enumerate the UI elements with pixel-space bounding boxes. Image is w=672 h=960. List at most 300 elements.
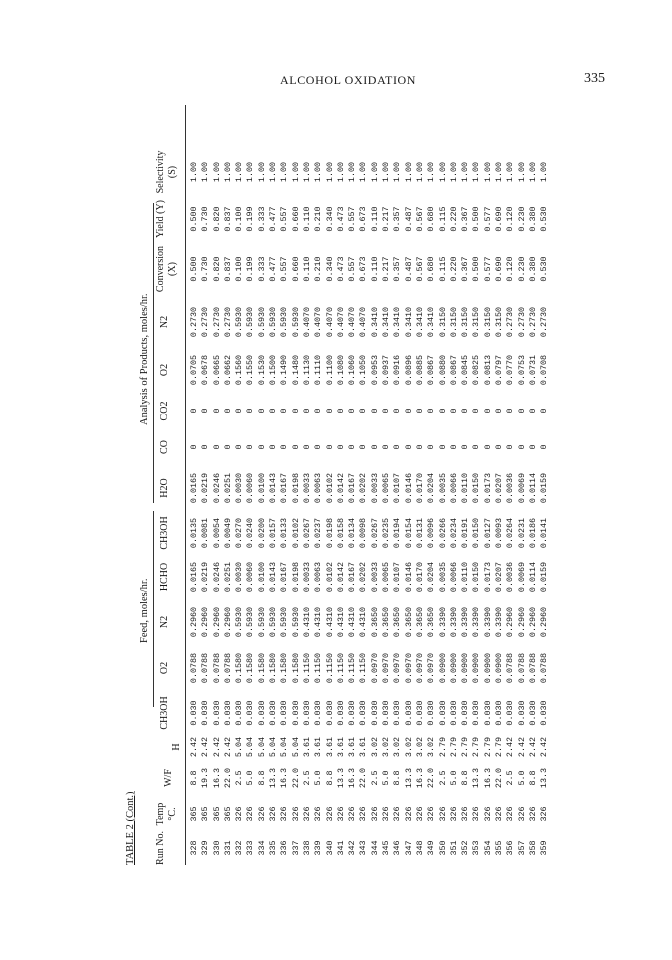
- table-cell: 0.3390: [460, 606, 471, 638]
- table-cell: 0.030: [268, 700, 279, 726]
- table-cell: 1.00: [335, 161, 346, 183]
- table-cell: 0.1560: [234, 354, 245, 386]
- table-cell: 0.0200: [256, 517, 267, 549]
- table-cell: 326: [426, 806, 437, 822]
- table-cell: 0.3150: [494, 306, 505, 338]
- table-row: [505, 105, 516, 865]
- table-cell: 326: [358, 806, 369, 822]
- table-cell: 0.367: [460, 206, 471, 232]
- table-cell: 0.660: [290, 206, 301, 232]
- table-cell: 0.0060: [245, 472, 256, 504]
- table-cell: 0.0033: [369, 472, 380, 504]
- table-cell: 0.0970: [414, 652, 425, 684]
- table-cell: 0.673: [358, 206, 369, 232]
- table-cell: 0.0246: [211, 472, 222, 504]
- table-cell: 1.00: [234, 161, 245, 183]
- table-cell: 0.5930: [268, 306, 279, 338]
- table-cell: 0.0066: [448, 472, 459, 504]
- table-cell: 3.61: [335, 736, 346, 758]
- table-cell: 0.0885: [414, 354, 425, 386]
- table-cell: 0.0204: [426, 561, 437, 593]
- table-cell: 0: [392, 444, 403, 450]
- table-cell: 0.0133: [279, 517, 290, 549]
- table-cell: 3.61: [358, 736, 369, 758]
- table-cell: 326: [505, 806, 516, 822]
- table-cell: 5.0: [245, 770, 256, 786]
- column-header: O2: [159, 661, 170, 675]
- table-cell: 0.1150: [324, 652, 335, 684]
- table-cell: 0.0788: [200, 652, 211, 684]
- column-header: O2: [159, 363, 170, 377]
- table-cell: 0.500: [471, 256, 482, 282]
- table-cell: 352: [460, 840, 471, 856]
- table-cell: 0.2730: [505, 306, 516, 338]
- table-cell: 3.02: [414, 736, 425, 758]
- table-cell: 0.1580: [290, 652, 301, 684]
- table-cell: 0.0033: [301, 561, 312, 593]
- table-cell: 1.00: [448, 161, 459, 183]
- table-cell: 0.0267: [369, 517, 380, 549]
- table-cell: 0.0159: [539, 472, 550, 504]
- table-cell: 0.1580: [245, 652, 256, 684]
- table-row: [483, 105, 494, 865]
- table-cell: 0.0198: [324, 517, 335, 549]
- table-cell: 326: [494, 806, 505, 822]
- table-cell: 0.477: [268, 256, 279, 282]
- table-cell: 0.0970: [426, 652, 437, 684]
- table-cell: 1.00: [301, 161, 312, 183]
- table-cell: 0.030: [505, 700, 516, 726]
- table-cell: 0: [211, 408, 222, 414]
- table-cell: 338: [301, 840, 312, 856]
- table-cell: 5.04: [268, 736, 279, 758]
- table-cell: 0.0150: [471, 561, 482, 593]
- table-cell: 3.61: [324, 736, 335, 758]
- table-cell: 0.1150: [335, 652, 346, 684]
- table-cell: 0.0173: [482, 472, 493, 504]
- table-cell: 0.380: [527, 256, 538, 282]
- table-cell: 0.730: [200, 206, 211, 232]
- table-cell: 0.0066: [448, 561, 459, 593]
- table-cell: 344: [369, 840, 380, 856]
- table-cell: 0.0114: [527, 472, 538, 504]
- table-cell: 0.0219: [200, 472, 211, 504]
- table-cell: 1.00: [279, 161, 290, 183]
- table-cell: 3.61: [313, 736, 324, 758]
- table-cell: 16.3: [279, 767, 290, 789]
- table-cell: 0.5930: [256, 306, 267, 338]
- table-cell: 0.0098: [358, 517, 369, 549]
- table-cell: 331: [222, 840, 233, 856]
- table-cell: 0.1580: [256, 652, 267, 684]
- table-cell: 0.0142: [335, 472, 346, 504]
- table-cell: 0.030: [369, 700, 380, 726]
- table-cell: 0.500: [189, 256, 199, 282]
- table-cell: 0.0036: [505, 561, 516, 593]
- table-cell: 0.4070: [324, 306, 335, 338]
- table-cell: 0.120: [505, 206, 516, 232]
- table-row: [347, 105, 358, 865]
- table-cell: 0.0110: [460, 472, 471, 504]
- table-cell: 22.0: [222, 767, 233, 789]
- table-cell: 0.0813: [482, 354, 493, 386]
- table-cell: 0: [539, 444, 550, 450]
- table-cell: 0.820: [211, 256, 222, 282]
- table-cell: 0: [471, 408, 482, 414]
- table-cell: 8.8: [256, 770, 267, 786]
- table-cell: 0.030: [189, 700, 199, 726]
- table-cell: 0: [189, 408, 199, 414]
- table-cell: 0.5930: [245, 606, 256, 638]
- table-cell: 329: [200, 840, 211, 856]
- table-cell: 16.3: [347, 767, 358, 789]
- table-cell: 0.1150: [358, 652, 369, 684]
- table-cell: 0.3150: [482, 306, 493, 338]
- table-cell: 0.0065: [381, 472, 392, 504]
- table-cell: 0.0202: [358, 561, 369, 593]
- table-cell: 0.3150: [437, 306, 448, 338]
- table-cell: 0.0937: [381, 354, 392, 386]
- table-cell: 1.00: [414, 161, 425, 183]
- table-cell: 0.567: [414, 206, 425, 232]
- table-cell: 0.557: [279, 206, 290, 232]
- table-cell: 326: [448, 806, 459, 822]
- table-cell: 326: [369, 806, 380, 822]
- table-row: [471, 105, 482, 865]
- table-cell: 0: [381, 444, 392, 450]
- table-cell: 0: [256, 408, 267, 414]
- table-cell: 326: [482, 806, 493, 822]
- table-cell: 0: [347, 444, 358, 450]
- table-cell: 0.210: [313, 206, 324, 232]
- table-cell: 2.5: [234, 770, 245, 786]
- table-cell: 326: [256, 806, 267, 822]
- table-cell: 0.820: [211, 206, 222, 232]
- table-cell: 0.1150: [347, 652, 358, 684]
- table-cell: 0.1080: [335, 354, 346, 386]
- table-cell: 0.340: [324, 206, 335, 232]
- table-cell: 0.2960: [539, 606, 550, 638]
- feed-group-heading: Feed, moles/hr.: [139, 578, 150, 643]
- table-cell: 0.567: [414, 256, 425, 282]
- table-cell: 0: [505, 444, 516, 450]
- table-cell: 0.3410: [414, 306, 425, 338]
- column-header: CH3OH: [159, 696, 170, 730]
- table-cell: 0.0231: [516, 517, 527, 549]
- feed-rule: [153, 511, 154, 707]
- table-cell: 0.0030: [234, 472, 245, 504]
- table-cell: 0.0100: [256, 561, 267, 593]
- table-cell: 0.3390: [494, 606, 505, 638]
- table-row: [392, 105, 403, 865]
- table-cell: 365: [211, 806, 222, 822]
- table-cell: 335: [268, 840, 279, 856]
- table-cell: 0: [234, 444, 245, 450]
- table-cell: 356: [505, 840, 516, 856]
- table-cell: 0.0970: [381, 652, 392, 684]
- table-cell: 2.42: [222, 736, 233, 758]
- table-cell: 0.0204: [426, 472, 437, 504]
- table-cell: 0.0035: [437, 472, 448, 504]
- table-cell: 0.0788: [222, 652, 233, 684]
- table-cell: 0.0202: [358, 472, 369, 504]
- table-cell: 0.0154: [403, 517, 414, 549]
- column-header: Run No.: [155, 831, 166, 865]
- table-cell: 0.110: [301, 206, 312, 232]
- table-cell: 1.00: [200, 161, 211, 183]
- table-cell: 0.4310: [324, 606, 335, 638]
- table-cell: 326: [301, 806, 312, 822]
- table-cell: 0.837: [222, 256, 233, 282]
- table-cell: 8.8: [392, 770, 403, 786]
- table-cell: 339: [313, 840, 324, 856]
- column-header: H: [171, 743, 182, 751]
- table-cell: 1.00: [358, 161, 369, 183]
- table-cell: 0.4310: [358, 606, 369, 638]
- table-row: [212, 105, 223, 865]
- table-row: [460, 105, 471, 865]
- table-cell: 2.79: [482, 736, 493, 758]
- products-rule: [153, 203, 154, 503]
- table-row: [234, 105, 245, 865]
- table-cell: 0.0880: [437, 354, 448, 386]
- table-cell: 0.0093: [494, 517, 505, 549]
- table-cell: 0.357: [392, 206, 403, 232]
- table-cell: 0.5930: [290, 306, 301, 338]
- table-cell: 0.0867: [426, 354, 437, 386]
- table-cell: 0: [200, 408, 211, 414]
- table-cell: 22.0: [358, 767, 369, 789]
- table-cell: 0.030: [324, 700, 335, 726]
- table-cell: 0.230: [516, 256, 527, 282]
- table-row: [517, 105, 528, 865]
- table-cell: 0.3410: [392, 306, 403, 338]
- table-cell: 0: [369, 408, 380, 414]
- table-cell: 0: [301, 444, 312, 450]
- table-row: [404, 105, 415, 865]
- table-cell: 0.030: [482, 700, 493, 726]
- table-cell: 22.0: [494, 767, 505, 789]
- column-header: CO: [159, 440, 170, 454]
- table-cell: 3.02: [403, 736, 414, 758]
- table-cell: 1.00: [482, 161, 493, 183]
- table-cell: 326: [335, 806, 346, 822]
- table-cell: 351: [448, 840, 459, 856]
- table-cell: 0.3390: [448, 606, 459, 638]
- table-cell: 1.00: [313, 161, 324, 183]
- table-cell: 2.79: [437, 736, 448, 758]
- table-cell: 0.2960: [200, 606, 211, 638]
- table-cell: 0.4070: [335, 306, 346, 338]
- column-header: N2: [159, 615, 170, 629]
- column-header: N2: [159, 315, 170, 329]
- table-cell: 0.230: [516, 206, 527, 232]
- table-cell: 0.0788: [505, 652, 516, 684]
- table-cell: 0: [505, 408, 516, 414]
- table-row: [325, 105, 336, 865]
- table-cell: 0.557: [279, 256, 290, 282]
- table-cell: 0.3410: [426, 306, 437, 338]
- table-cell: 355: [494, 840, 505, 856]
- table-cell: 13.3: [268, 767, 279, 789]
- table-cell: 0.0191: [460, 517, 471, 549]
- table-row: [449, 105, 460, 865]
- table-cell: 0.0107: [392, 561, 403, 593]
- table-cell: 0.210: [313, 256, 324, 282]
- table-cell: 0.0065: [381, 561, 392, 593]
- table-cell: 1.00: [324, 161, 335, 183]
- table-cell: 326: [539, 806, 550, 822]
- table-body: [189, 105, 551, 865]
- table-cell: 5.04: [256, 736, 267, 758]
- table-cell: 0.1480: [290, 354, 301, 386]
- table-cell: 0.3150: [448, 306, 459, 338]
- table-cell: 3.61: [301, 736, 312, 758]
- page-number: 335: [584, 71, 605, 86]
- table-cell: 1.00: [460, 161, 471, 183]
- table-cell: 5.0: [448, 770, 459, 786]
- table-cell: 1.00: [539, 161, 550, 183]
- table-cell: 326: [414, 806, 425, 822]
- table-cell: 0.473: [335, 256, 346, 282]
- header-rule: [185, 105, 186, 865]
- table-cell: 332: [234, 840, 245, 856]
- table-cell: 0.5930: [234, 606, 245, 638]
- table-cell: 0.030: [471, 700, 482, 726]
- table-cell: 0: [290, 444, 301, 450]
- table-cell: 358: [527, 840, 538, 856]
- table-cell: 0.030: [539, 700, 550, 726]
- products-group-heading: Analysis of Products, moles/hr.: [139, 293, 150, 425]
- table-cell: 0.0063: [313, 561, 324, 593]
- table-cell: 0.0970: [403, 652, 414, 684]
- table-cell: 2.42: [200, 736, 211, 758]
- table-cell: 5.0: [516, 770, 527, 786]
- table-cell: 365: [222, 806, 233, 822]
- table-row: [279, 105, 290, 865]
- table-cell: 334: [256, 840, 267, 856]
- table-cell: 0.030: [460, 700, 471, 726]
- rotated-table: [125, 105, 580, 865]
- table-cell: 3.02: [392, 736, 403, 758]
- table-cell: 0.0678: [200, 354, 211, 386]
- table-cell: 2.42: [505, 736, 516, 758]
- table-cell: 0.220: [448, 206, 459, 232]
- table-cell: 326: [381, 806, 392, 822]
- column-header: CO2: [159, 401, 170, 421]
- table-cell: 0.660: [290, 256, 301, 282]
- table-row: [494, 105, 505, 865]
- table-cell: 0: [347, 408, 358, 414]
- table-cell: 0: [369, 444, 380, 450]
- table-cell: 0.0266: [437, 517, 448, 549]
- table-cell: 0.0705: [189, 354, 199, 386]
- table-cell: 0.1110: [313, 354, 324, 386]
- table-cell: 0: [448, 408, 459, 414]
- table-cell: 0.0662: [222, 354, 233, 386]
- table-cell: 0: [460, 444, 471, 450]
- table-cell: 0: [426, 444, 437, 450]
- table-cell: 0.333: [256, 206, 267, 232]
- table-cell: 0.030: [494, 700, 505, 726]
- table-cell: 0.5930: [279, 606, 290, 638]
- table-cell: 0.0102: [324, 472, 335, 504]
- table-cell: 5.04: [290, 736, 301, 758]
- table-cell: 1.00: [245, 161, 256, 183]
- table-cell: 3.02: [369, 736, 380, 758]
- column-header: Temp °C.: [155, 802, 178, 826]
- table-cell: 0.5930: [234, 306, 245, 338]
- table-cell: 5.04: [245, 736, 256, 758]
- table-cell: 0.110: [369, 206, 380, 232]
- table-cell: 0.0264: [505, 517, 516, 549]
- table-cell: 0.3410: [369, 306, 380, 338]
- table-cell: 0.3150: [460, 306, 471, 338]
- table-cell: 0.030: [313, 700, 324, 726]
- table-cell: 0.0845: [460, 354, 471, 386]
- table-cell: 0.673: [358, 256, 369, 282]
- table-cell: 5.04: [234, 736, 245, 758]
- table-cell: 0.0167: [279, 561, 290, 593]
- table-cell: 0.0207: [494, 472, 505, 504]
- table-cell: 0.2730: [539, 306, 550, 338]
- table-cell: 0.1050: [358, 354, 369, 386]
- table-cell: 0.367: [460, 256, 471, 282]
- table-cell: 19.3: [200, 767, 211, 789]
- table-cell: 1.00: [347, 161, 358, 183]
- table-cell: 0.0788: [211, 652, 222, 684]
- table-cell: 0.0900: [437, 652, 448, 684]
- table-cell: 0.690: [494, 206, 505, 232]
- table-cell: 0.0900: [448, 652, 459, 684]
- table-cell: 0.0096: [426, 517, 437, 549]
- table-cell: 0.837: [222, 206, 233, 232]
- table-cell: 0.333: [256, 256, 267, 282]
- table-cell: 0: [527, 444, 538, 450]
- table-cell: 0.0896: [403, 354, 414, 386]
- table-cell: 2.79: [471, 736, 482, 758]
- table-cell: 0.0788: [539, 652, 550, 684]
- table-cell: 0.557: [347, 206, 358, 232]
- table-cell: 0.0131: [414, 517, 425, 549]
- table-cell: 0.0708: [539, 354, 550, 386]
- column-header: Yield (Y): [155, 199, 166, 239]
- table-cell: 0: [414, 444, 425, 450]
- table-cell: 0.199: [245, 256, 256, 282]
- table-cell: 0.0953: [369, 354, 380, 386]
- table-cell: 365: [200, 806, 211, 822]
- table-cell: 1.00: [369, 161, 380, 183]
- table-cell: 2.5: [369, 770, 380, 786]
- table-cell: 326: [234, 806, 245, 822]
- table-cell: 330: [211, 840, 222, 856]
- table-cell: 0.357: [392, 256, 403, 282]
- table-cell: 0.4310: [313, 606, 324, 638]
- table-cell: 333: [245, 840, 256, 856]
- table-cell: 0.217: [381, 256, 392, 282]
- table-cell: 0.0207: [494, 561, 505, 593]
- table-cell: 0.0198: [290, 472, 301, 504]
- table-cell: 0.0035: [437, 561, 448, 593]
- table-cell: 0: [516, 408, 527, 414]
- table-cell: 326: [392, 806, 403, 822]
- table-cell: 0: [539, 408, 550, 414]
- table-cell: 2.5: [437, 770, 448, 786]
- table-cell: 0.030: [358, 700, 369, 726]
- table-cell: 0.030: [234, 700, 245, 726]
- table-cell: 1.00: [290, 161, 301, 183]
- table-cell: 0.4070: [347, 306, 358, 338]
